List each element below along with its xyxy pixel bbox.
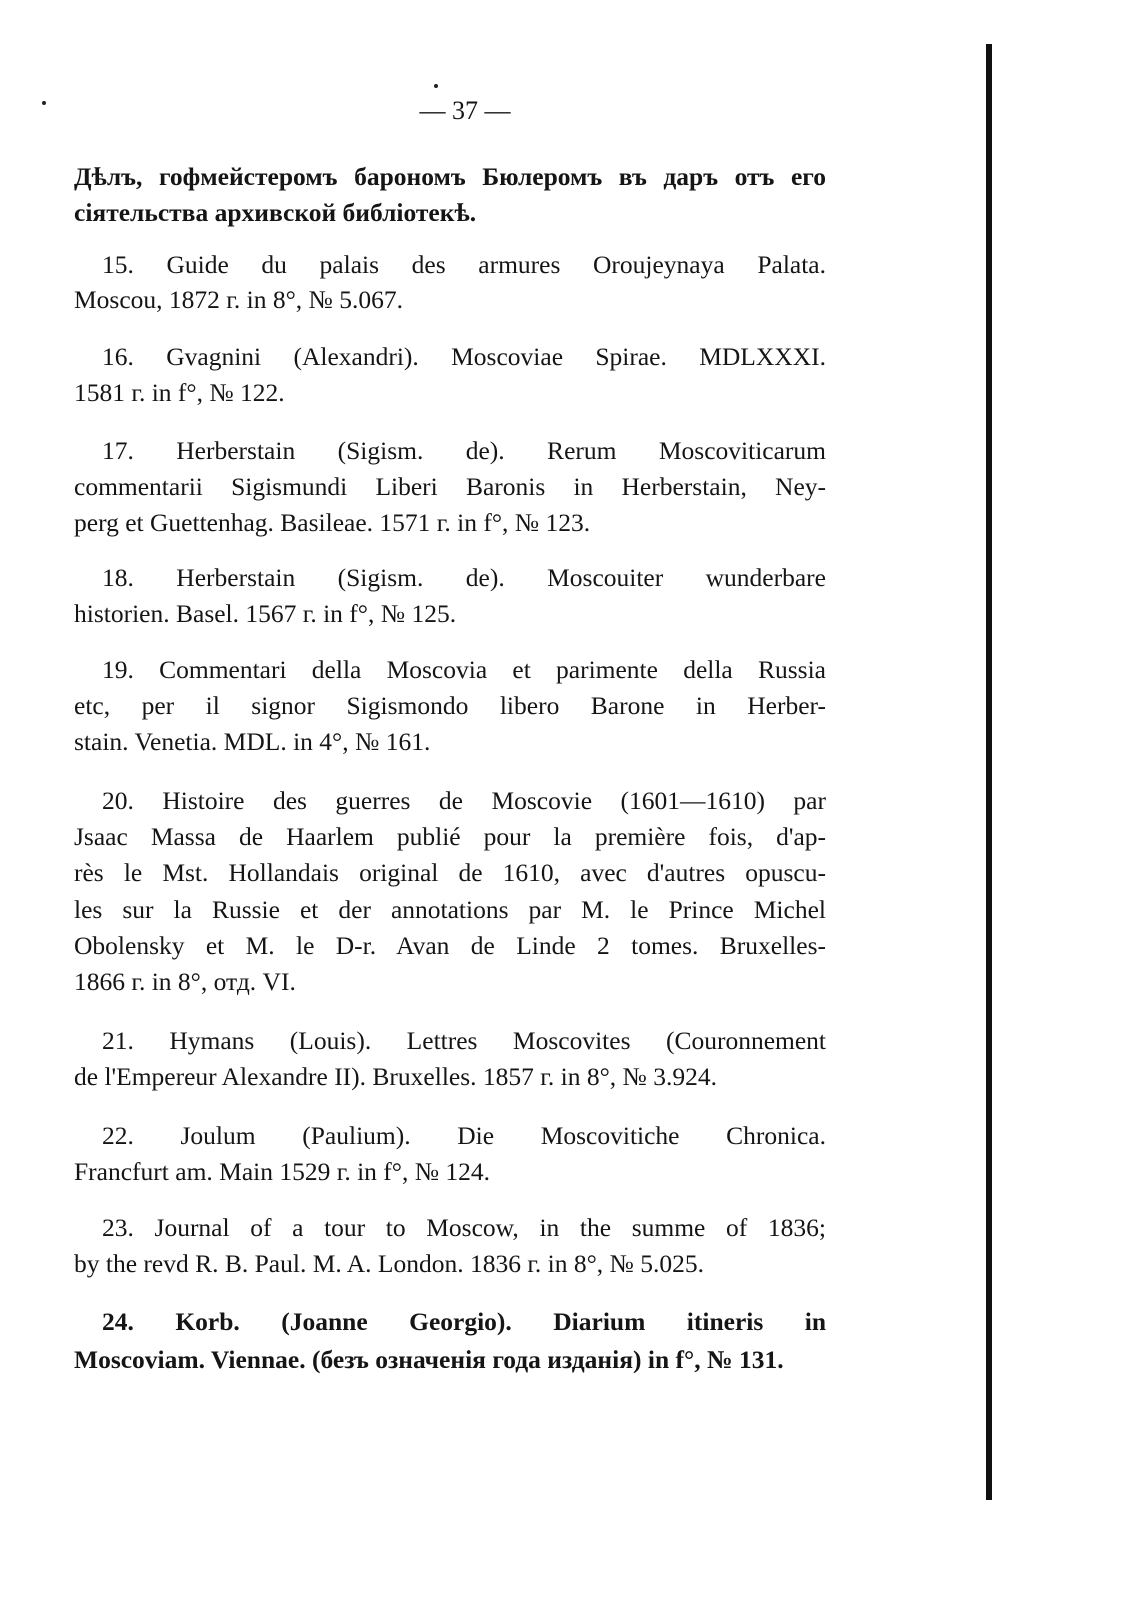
entry-line: 22. Joulum (Paulium). Die Moscovitiche Chronica. (102, 1121, 826, 1150)
entry-line: 23. Journal of a tour to Moscow, in the summe of 1836; (102, 1213, 826, 1242)
entry-line: historien. Basel. 1567 г. in f°, № 125. (74, 599, 457, 628)
entry-line: 24. Korb. (Joanne Georgio). Diarium itineris in (102, 1307, 826, 1336)
entry-line: 21. Hymans (Louis). Lettres Moscovites (Couronnement (102, 1026, 826, 1055)
entry-line: etc, per il signor Sigismondo libero Barone in Herber- (74, 691, 826, 720)
entry-line: Дѣлъ, гофмейстеромъ барономъ Бюлеромъ въ даръ отъ его (74, 162, 826, 191)
entry-line: 17. Herberstain (Sigism. de). Rerum Moscoviticarum (102, 436, 826, 465)
entry-line: 20. Histoire des guerres de Moscovie (1601—1610) par (102, 786, 826, 815)
entry-line: de l'Empereur Alexandre II). Bruxelles. 1857 г. in 8°, № 3.924. (74, 1062, 717, 1091)
entry-line: Jsaac Massa de Haarlem publié pour la première fois, d'ap- (74, 822, 826, 851)
entry-line: stain. Venetia. MDL. in 4°, № 161. (74, 727, 431, 756)
entry-line: Obolensky et M. le D-r. Avan de Linde 2 tomes. Bruxelles- (74, 931, 826, 960)
entry-line: les sur la Russie et der annotations par M. le Prince Michel (74, 895, 826, 924)
entry-line: 16. Gvagnini (Alexandri). Moscoviae Spirae. MDLXXXI. (102, 342, 826, 371)
entry-line: сіятельства архивской библіотекѣ. (74, 198, 477, 227)
entry-line: by the revd R. B. Paul. M. A. London. 1836 г. in 8°, № 5.025. (74, 1249, 705, 1278)
entry-line: Moscoviam. Viennae. (безъ означенія года изданія) in f°, № 131. (74, 1345, 784, 1374)
entry-line: 18. Herberstain (Sigism. de). Moscouiter wunderbare (102, 563, 826, 592)
entry-line: 1581 г. in f°, № 122. (74, 378, 285, 407)
entry-line: Francfurt am. Main 1529 г. in f°, № 124. (74, 1157, 491, 1186)
entry-line: 15. Guide du palais des armures Oroujeynaya Palata. (102, 250, 826, 279)
scan-speck (434, 84, 438, 88)
entry-line: perg et Guettenhag. Basileae. 1571 г. in f°, № 123. (74, 508, 591, 537)
entry-line: rès le Mst. Hollandais original de 1610, avec d'autres opuscu- (74, 858, 826, 887)
page-number: — 37 — (419, 96, 511, 125)
entry-line: 19. Commentari della Moscovia et parimente della Russia (102, 655, 826, 684)
entry-line: commentarii Sigismundi Liberi Baronis in Herberstain, Ney- (74, 472, 826, 501)
entry-line: Moscou, 1872 г. in 8°, № 5.067. (74, 285, 403, 314)
binding-edge-line (986, 44, 992, 1500)
entry-line: 1866 г. in 8°, отд. VI. (74, 967, 296, 996)
